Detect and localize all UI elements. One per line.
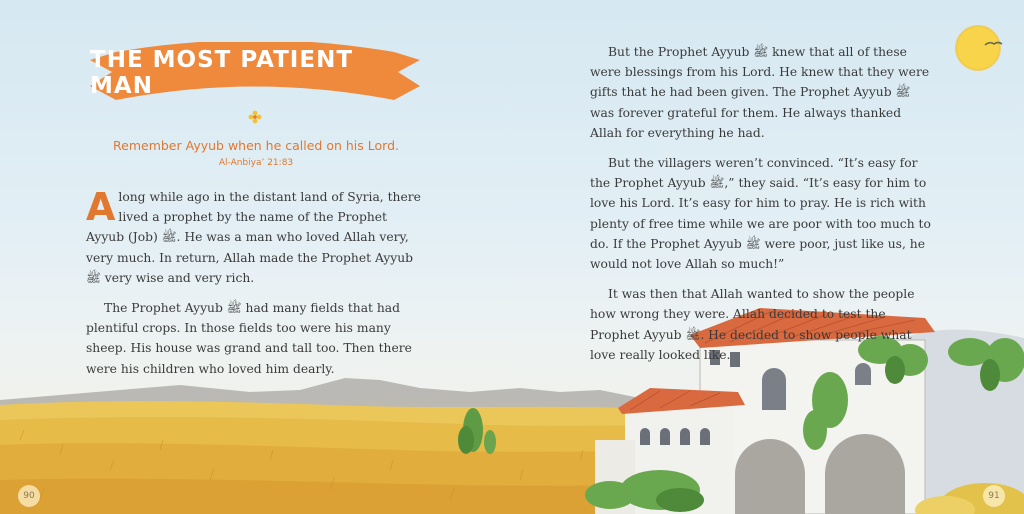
quote-text: Remember Ayyub when he called on his Lord. (113, 138, 399, 153)
left-page-text (86, 187, 424, 389)
quote-reference: Al-Anbiya’ 21:83 (218, 158, 294, 168)
flower-icon (248, 110, 262, 124)
paragraph: But the Prophet Ayyub ﷺ knew that all of these were blessings from his Lord. He knew that they were gifts that he had been given. The Prophet Ayyub ﷺ was forever grateful for them. He always thanked Allah for everything he had. (590, 45, 930, 140)
page-number-right: 91 (983, 485, 1005, 507)
right-page-text (590, 42, 935, 375)
paragraph: The Prophet Ayyub ﷺ had many fields that had plentiful crops. In those fields too were his many sheep. His house was grand and tall too. Then there were his children who loved him dearly. (86, 301, 412, 376)
paragraph: It was then that Allah wanted to show the people how wrong they were. Allah decided to test the Prophet Ayyub ﷺ. He decided to show people what love really looked like. (590, 287, 915, 362)
page-number-left: 90 (18, 485, 40, 507)
paragraph: But the villagers weren’t convinced. “It’s easy for the Prophet Ayyub ﷺ,” they said. “It’s easy for him to love his Lord. It’s easy for him to pray. He is rich with plenty of free time while we are poor with too much to do. If the Prophet Ayyub ﷺ were poor, just like us, he would not love Allah so much!” (590, 156, 931, 272)
sun-icon (956, 26, 1000, 70)
paragraph: A long while ago in the distant land of Syria, there lived a prophet by the name of the Prophet Ayyub (Job) ﷺ. He was a man who loved Allah very, very much. In return, Allah made the Prophet Ayyub ﷺ very wise and very rich. (86, 185, 421, 285)
page-title: THE MOST PATIENT MAN (90, 47, 354, 99)
drop-cap: A (86, 185, 116, 229)
